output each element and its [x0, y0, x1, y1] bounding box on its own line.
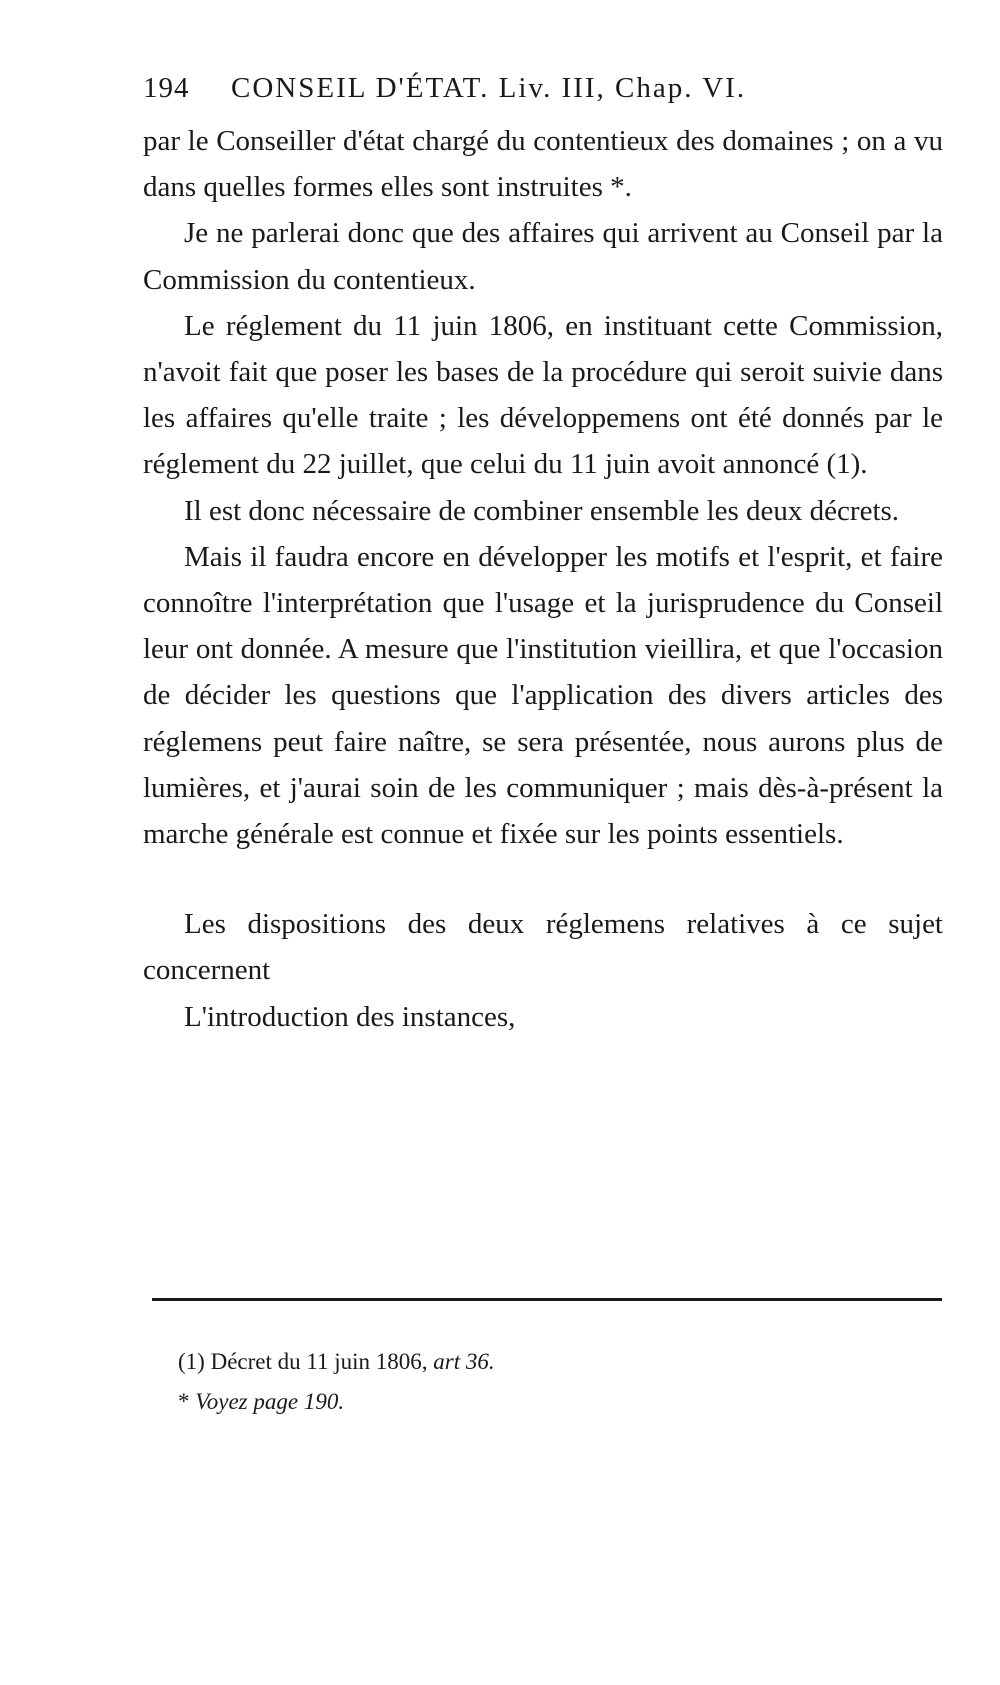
paragraph: Mais il faudra encore en développer les motifs et l'esprit, et faire connoître l'interprétation que l'usage et la jurisprudence du Conseil leur ont donnée. A mesure que l'institution vieillira, et que l'occasion de décider les questions que l'application des divers articles des réglemens peut faire naître, se sera présentée, nous aurons plus de lumières, et j'aurai soin de les communiquer ; mais dès-à-présent la marche générale est connue et fixée sur les points essentiels. [143, 540, 943, 851]
paragraph: Les dispositions des deux réglemens relatives à ce sujet concernent [143, 908, 943, 987]
paragraph-gap [143, 857, 943, 901]
footnote-rule [152, 1298, 942, 1301]
page-number: 194 [143, 72, 190, 104]
footnote-text: Décret du 11 juin 1806, [210, 1349, 428, 1374]
paragraph: Il est donc nécessaire de combiner ensemble les deux décrets. [184, 494, 900, 527]
footnotes [178, 1342, 938, 1422]
footnote-marker: (1) [178, 1349, 205, 1374]
footnote-marker: * [178, 1389, 190, 1414]
footnote-article-ref: art 36. [433, 1349, 495, 1374]
paragraph: L'introduction des instances, [184, 1000, 516, 1033]
footnote-star [178, 1382, 938, 1422]
footnote-1 [178, 1342, 938, 1382]
running-head [143, 72, 943, 116]
paragraph-continued: par le Conseiller d'état chargé du contentieux des domaines ; on a vu dans quelles formes elles sont instruites *. [143, 125, 943, 204]
footnote-text: Voyez page 190. [195, 1389, 345, 1414]
paragraph: Je ne parlerai donc que des affaires qui arrivent au Conseil par la Commission du contentieux. [143, 217, 943, 296]
paragraph: Le réglement du 11 juin 1806, en instituant cette Commission, n'avoit fait que poser les bases de la procédure qui seroit suivie dans les affaires qu'elle traite ; les développemens ont été donnés par le réglement du 22 juillet, que celui du 11 juin avoit annoncé (1). [143, 309, 943, 481]
running-title: CONSEIL D'ÉTAT. Liv. III, Chap. VI. [231, 72, 747, 104]
body-text [143, 118, 943, 1040]
